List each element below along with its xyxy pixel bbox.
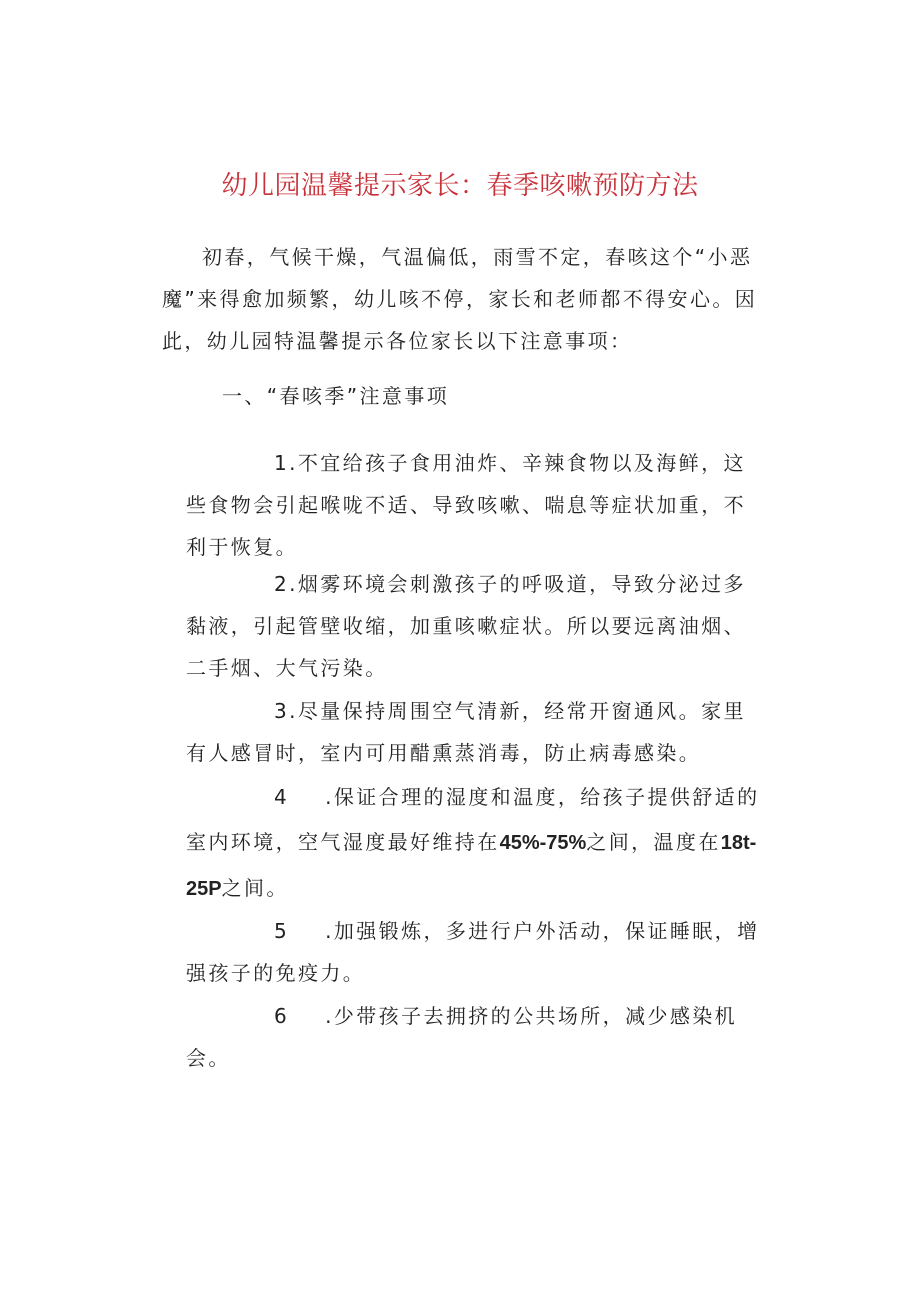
list-item-6 <box>186 995 762 1079</box>
humidity-range: 45%-75% <box>499 832 587 854</box>
item-text: 之间，温度在 <box>586 830 721 854</box>
item-text: .少带孩子去拥挤的公共场所，减少感染机会。 <box>186 1004 738 1070</box>
list-item-2 <box>186 563 762 689</box>
list-item-1 <box>186 442 762 568</box>
intro-paragraph: 初春，气候干燥，气温偏低，雨雪不定，春咳这个“小恶魔”来得愈加频繁，幼儿咳不停，家长和老师都不得安心。因此，幼儿园特温馨提示各位家长以下注意事项： <box>162 245 758 353</box>
item-number: 1 <box>274 451 290 475</box>
item-number: 3 <box>274 699 290 723</box>
item-text: .保证合理的湿度和温度，给孩子提供舒适的室内环境，空气湿度最好维持在 <box>186 785 760 854</box>
document-title: 幼儿园温馨提示家长：春季咳嗽预防方法 <box>221 171 699 201</box>
temperature-range: 18t-25P <box>186 832 757 900</box>
section-heading: 一、“春咳季”注意事项 <box>222 384 450 408</box>
list-item-3 <box>186 690 762 774</box>
item-text: .尽量保持周围空气清新，经常开窗通风。家里有人感冒时，室内可用醋熏蒸消毒，防止病毒感染。 <box>186 699 746 765</box>
item-number: 4 <box>274 785 290 809</box>
item-number: 2 <box>274 572 290 596</box>
item-text: .烟雾环境会刺激孩子的呼吸道，导致分泌过多黏液，引起管壁收缩，加重咳嗽症状。所以要远离油烟、二手烟、大气污染。 <box>186 572 746 680</box>
item-text: 之间。 <box>221 876 289 900</box>
item-text: .加强锻炼，多进行户外活动，保证睡眠，增强孩子的免疫力。 <box>186 919 760 985</box>
list-item-4 <box>186 775 762 912</box>
item-text: .不宜给孩子食用油炸、辛辣食物以及海鲜，这些食物会引起喉咙不适、导致咳嗽、喘息等症状加重，不利于恢复。 <box>186 451 746 559</box>
list-item-5 <box>186 910 762 994</box>
item-number: 6 <box>274 1004 290 1028</box>
item-number: 5 <box>274 919 290 943</box>
